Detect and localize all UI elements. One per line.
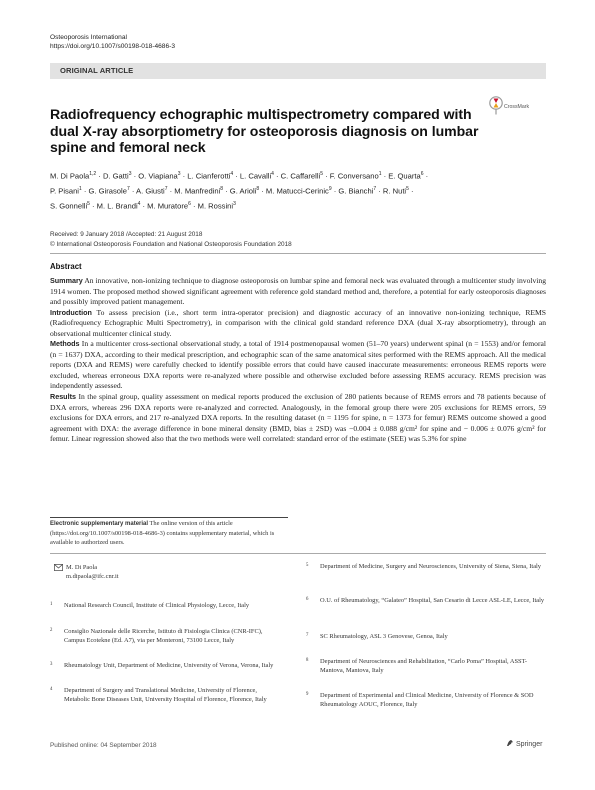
esm-text: The online version of this article (https://doi.org/10.1007/s00198-018-4686-3) contains supplementary material, which is available to authorized users. [50, 520, 275, 546]
affiliation-number: 7 [306, 633, 309, 638]
esm-label: Electronic supplementary material [50, 521, 149, 527]
article-title: Radiofrequency echographic multispectrometry compared with dual X-ray absorptiometry for osteoporosis diagnosis on lumbar spine and femoral neck [50, 106, 479, 156]
affiliation-number: 8 [306, 658, 309, 663]
affiliation-7 [306, 632, 546, 644]
published-date: Published online: 04 September 2018 [50, 742, 157, 749]
results-text: In the spinal group, quality assessment on medical reports produced the exclusion of 280 patients because of REMS errors and 78 patients because of DXA errors, whereas 296 DXA reports were re-analyzed and corrected. Analogously, in the femoral group there were 205 exclusions for REMS errors, 59 exclusions for DXA errors, and 217 re-analyzed DXA reports. In the resulting dataset (n = 1195 for spine, n = 1373 for femur) REMS outcome showed a good agreement with DXA: the average difference in bone mineral density (BMD, bias ± 2SD) was −0.004 ± 0.088 g/cm² for spine and − 0.006 ± 0.076 g/cm² for femur. Linear regression showed also that the two methods were well correlated: standard error of the estimate (SEE) was 5.3% for spine [50, 392, 546, 444]
footnote-divider [50, 553, 546, 554]
affiliation-text: O.U. of Rheumatology, “Galateo” Hospital, San Cesario di Lecce ASL-LE, Lecce, Italy [320, 597, 545, 604]
corresponding-author: M. Di Paola [66, 564, 98, 571]
affiliation-number: 1 [50, 602, 53, 607]
copyright-line: © International Osteoporosis Foundation and National Osteoporosis Foundation 2018 [50, 240, 292, 248]
affiliation-text: Consiglio Nazionale delle Ricerche, Istituto di Fisiologia Clinica (CNR-IFC), Campus Ecotekne (Ed. A7), via per Monteroni, 73100 Lecce, Italy [64, 628, 263, 644]
affiliation-9 [306, 691, 546, 711]
summary-label: Summary [50, 276, 83, 285]
publisher-name: Springer [515, 741, 543, 748]
affiliation-6 [306, 596, 546, 616]
methods-text: In a multicenter cross-sectional observational study, a total of 1914 postmenopausal women (51–70 years) underwent spinal (n = 1553) and/or femoral (n = 1637) DXA, according to their medical prescription, and echographic scan of the same anatomical sites performed with the REMS approach. All the medical reports (DXA and REMS) were carefully checked to identify possible errors that could have caused inaccurate measurements: erroneous REMS reports were excluded, whereas erroneous DXA reports were re-analyzed where possible and otherwise excluded before assessing REMS accuracy. REMS precision was independently assessed. [50, 339, 546, 391]
affiliation-text: Department of Neurosciences and Rehabilitation, “Carlo Poma” Hospital, ASST-Mantova, Mantova, Italy [320, 658, 528, 674]
author-list: M. Di Paola$^{1,2}$ · D. Gatti$^3$ · O. Viapiana$^3$ · L. Cianferotti$^4$ · L. Cavalli$^4$ · C. Caffarelli$^5$ · F. Conversano$^1$ · E. Quarta$^6$ · P. Pisani$^1$ · G. Girasole$^7$ · A. Giusti$^7$ · M. Manfredini$^8$ · G. Arioli$^8$ · M. Matucci-Cerinic$^9$ · G. Bianchi$^7$ · R. Nuti$^5$ · S. Gonnelli$^5$ · M. L. Brandi$^4$ · M. Muratore$^6$ · M. Rossini$^3$ [50, 171, 429, 211]
affiliation-8 [306, 657, 546, 677]
abstract-summary [50, 276, 546, 308]
publisher-logo [506, 739, 542, 748]
summary-text: An innovative, non-ionizing technique to diagnose osteoporosis on lumbar spine and femoral neck was evaluated through a multicenter study involving 1914 women. The proposed method showed significant agreement with reference gold standard method and, therefore, a potential for early osteoporosis diagnoses and possibly improved patient management. [50, 276, 546, 307]
corresponding-email[interactable]: m.dipaola@ifc.cnr.it [66, 573, 119, 580]
article-type-banner [50, 63, 546, 79]
affiliation-text: Department of Surgery and Translational Medicine, University of Florence, Metabolic Bone Diseases Unit, University Hospital of Florence, Florence, Italy [64, 687, 267, 703]
methods-label: Methods [50, 339, 80, 349]
article-dates [50, 230, 292, 249]
supplementary-note [50, 519, 290, 547]
affiliation-text: Department of Medicine, Surgery and Neurosciences, University of Siena, Siena, Italy [320, 563, 542, 570]
abstract-heading: Abstract [50, 262, 82, 271]
affiliation-text: National Research Council, Institute of Clinical Physiology, Lecce, Italy [64, 602, 250, 609]
affiliation-text: Department of Experimental and Clinical Medicine, University of Florence & SOD Rheumatology AOUC, Florence, Italy [320, 692, 534, 708]
affiliation-1 [50, 601, 290, 621]
crossmark-label: CrossMark [504, 104, 530, 110]
correspondence-text [66, 563, 119, 581]
journal-header [50, 33, 175, 51]
affiliation-number: 2 [50, 628, 53, 633]
crossmark-icon [489, 96, 503, 116]
correspondence [54, 563, 274, 583]
crossmark-badge[interactable] [488, 96, 548, 116]
affiliation-2 [50, 627, 290, 655]
affiliation-5 [306, 562, 546, 582]
abstract-results [50, 392, 546, 445]
abstract-introduction [50, 308, 546, 340]
section-divider [50, 253, 546, 254]
affiliation-text: SC Rheumatology, ASL 3 Genovese, Genoa, Italy [320, 633, 448, 640]
affiliation-number: 3 [50, 662, 53, 667]
results-label: Results [50, 392, 76, 402]
doi-link[interactable]: https://doi.org/10.1007/s00198-018-4686-3 [50, 43, 176, 50]
affiliation-4 [50, 686, 290, 714]
esm-divider [50, 517, 288, 518]
affiliation-number: 9 [306, 692, 309, 697]
affiliation-number: 6 [306, 597, 309, 602]
affiliation-3 [50, 661, 290, 681]
journal-name: Osteoporosis International [50, 34, 127, 41]
springer-horse-icon [506, 739, 514, 747]
received-accepted-dates: Received: 9 January 2018 /Accepted: 21 August 2018 [50, 231, 203, 238]
affiliation-number: 4 [50, 687, 53, 692]
envelope-icon [54, 564, 63, 571]
introduction-label: Introduction [50, 307, 92, 317]
affiliation-number: 5 [306, 563, 309, 568]
article-type-label: ORIGINAL ARTICLE [60, 66, 134, 75]
affiliation-text: Rheumatology Unit, Department of Medicine, University of Verona, Verona, Italy [64, 662, 274, 669]
abstract-methods [50, 339, 546, 392]
abstract-body [50, 276, 546, 445]
introduction-text: To assess precision (i.e., short term intra-operator precision) and diagnostic accuracy of an innovative non-ionizing technique, REMS (Radiofrequency Echographic Multi Spectrometry), in comparison with the clinical gold standard reference DXA (dual X-ray absorptiometry), through an observational multicenter clinical study. [50, 307, 547, 338]
